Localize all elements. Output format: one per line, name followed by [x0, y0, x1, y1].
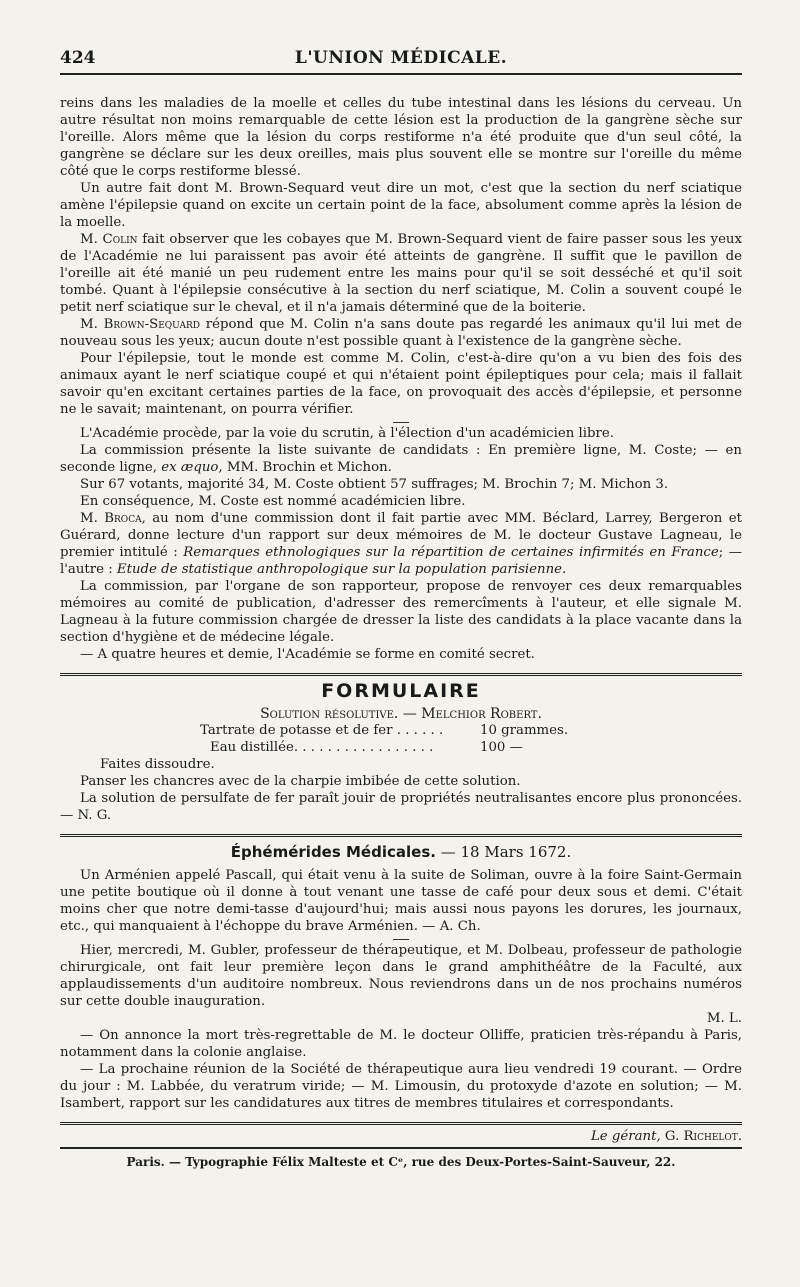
- paragraph: La commission, par l'organe de son rapporteur, propose de renvoyer ces deux remarquables mémoires au comité de publication, d'adresser des remercîments à l'auteur, et elle signale M. Lagneau à la future commission chargée de dresser la liste des candidats à la place vacante dans la section d'hygiène et de médecine légale.: [60, 579, 742, 645]
- news-section: [60, 942, 742, 1112]
- running-title: L'UNION MÉDICALE.: [294, 48, 508, 68]
- paragraph: La solution de persulfate de fer paraît jouir de propriétés neutralisantes encore plus prononcées. — N. G.: [60, 791, 742, 823]
- paragraph: La commission présente la liste suivante de candidats : En première ligne, M. Coste; — en seconde ligne, ex æquo, MM. Brochin et Michon.: [60, 443, 742, 475]
- separator-dash: [393, 422, 409, 423]
- paragraph: Un Arménien appelé Pascall, qui était venu à la suite de Soliman, ouvre à la foire Saint-Germain une petite boutique où il donne à tout venant une tasse de café pour deux sous et demi. C'était moins cher que notre demi-tasse d'aujourd'hui; mais aussi nous payons les dorures, les journaux, etc., qui manquaient à l'échoppe du brave Arménien. — A. Ch.: [60, 868, 742, 934]
- page-header: [60, 40, 742, 70]
- ingredient: Tartrate de potasse et de fer . . . . . .: [200, 723, 444, 738]
- academy-report-continued: [60, 95, 742, 418]
- paragraph: reins dans les maladies de la moelle et celles du tube intestinal dans les lésions du cerveau. Un autre résultat non moins remarquable de cette lésion est la production de la gangrène sèche sur l'oreille. Alors même que la lésion du corps restiforme n'a été produite que d'un seul côté, la gangrène se déclare sur les deux oreilles, mais plus souvent elle se montre sur l'oreille du même côté que le corps restiforme blessé.: [60, 96, 742, 179]
- header-rule: [60, 73, 742, 75]
- recipe-title: Solution résolutive. — Melchior Robert.: [260, 706, 542, 722]
- page-number: 424: [60, 48, 96, 68]
- ephemerides-section: [60, 843, 742, 935]
- section-rule: [60, 834, 742, 837]
- paragraph: Un autre fait dont M. Brown-Sequard veut dire un mot, c'est que la section du nerf sciatique amène l'épilepsie quand on excite un certain point de la face, absolument comme après la lésion de la moelle.: [60, 181, 742, 230]
- recipe: [60, 722, 742, 773]
- recipe-line: [60, 739, 742, 756]
- journal-page: [60, 40, 742, 1169]
- paragraph: M. Colin fait observer que les cobayes que M. Brown-Sequard vient de faire passer sous les yeux de l'Académie ne lui paraissent pas avoir été atteints de gangrène. Il suffit que le pavillon de l'oreille ait été manié un peu rudement entre les mains pour qu'il se soit desséché et qu'il soit tombé. Quant à l'épilepsie consécutive à la section du nerf sciatique, M. Colin a souvent coupé le petit nerf sciatique sur le cheval, et il n'a jamais déterminé que de la boiterie.: [60, 232, 742, 315]
- ingredient: Eau distillée. . . . . . . . . . . . . . . . .: [210, 740, 434, 755]
- paragraph: — La prochaine réunion de la Société de thérapeutique aura lieu vendredi 19 courant. — Ordre du jour : M. Labbée, du veratrum viride; — M. Limousin, du protoxyde d'azote en solution; — M. Isambert, rapport sur les candidatures aux titres de membres titulaires et correspondants.: [60, 1062, 742, 1111]
- signature: M. L.: [706, 1011, 742, 1026]
- speaker-name: M. Colin: [80, 232, 138, 247]
- formulaire-section: [60, 680, 742, 824]
- speaker-name: M. Broca: [80, 511, 142, 526]
- paragraph: Panser les chancres avec de la charpie imbibée de cette solution.: [80, 774, 521, 789]
- section-title: Éphémérides Médicales. — 18 Mars 1672.: [230, 843, 572, 861]
- paragraph: Hier, mercredi, M. Gubler, professeur de thérapeutique, et M. Dolbeau, professeur de pathologie chirurgicale, ont fait leur première leçon dans le grand amphithéâtre de la Faculté, aux applaudissements d'un auditoire nombreux. Nous reviendrons dans un de nos prochains numéros sur cette double inauguration.: [60, 943, 742, 1009]
- footer-rule: [60, 1147, 742, 1149]
- paragraph: M. Broca, au nom d'une commission dont il fait partie avec MM. Béclard, Larrey, Bergeron et Guérard, donne lecture d'un rapport sur deux mémoires de M. le docteur Gustave Lagneau, le premier intitulé : Remarques ethnologiques sur la répartition de certaines infirmités en France; — l'autre : Etude de statistique anthropologique sur la population parisienne.: [60, 511, 742, 577]
- footer-rule: [60, 1122, 742, 1125]
- section-title: FORMULAIRE: [321, 680, 481, 702]
- quantity: 100 —: [480, 740, 523, 755]
- section-rule: [60, 673, 742, 676]
- paragraph: Sur 67 votants, majorité 34, M. Coste obtient 57 suffrages; M. Brochin 7; M. Michon 3.: [80, 477, 669, 492]
- paragraph: — A quatre heures et demie, l'Académie se forme en comité secret.: [80, 647, 535, 662]
- instruction: Faites dissoudre.: [100, 757, 215, 772]
- paragraph: Pour l'épilepsie, tout le monde est comme M. Colin, c'est-à-dire qu'on a vu bien des fois des animaux ayant le nerf sciatique coupé et qui n'étaient point épileptiques pour cela; mais il fallait savoir qu'en excitant certaines parties de la face, on provoquait des accès d'épilepsie, et personne ne le savait; maintenant, on pourra vérifier.: [60, 351, 742, 417]
- quantity: 10 grammes.: [480, 723, 569, 738]
- paragraph: En conséquence, M. Coste est nommé académicien libre.: [80, 494, 466, 509]
- editor-signature: Le gérant, G. Richelot.: [590, 1129, 742, 1144]
- separator-dash: [393, 939, 409, 940]
- election-section: [60, 425, 742, 663]
- paragraph: L'Académie procède, par la voie du scrutin, à l'élection d'un académicien libre.: [80, 426, 615, 441]
- paragraph: M. Brown-Sequard répond que M. Colin n'a sans doute pas regardé les animaux qu'il lui met de nouveau sous les yeux; aucun doute n'est possible quant à l'existence de la gangrène sèche.: [60, 317, 742, 349]
- paragraph: — On annonce la mort très-regrettable de M. le docteur Olliffe, praticien très-répandu à Paris, notamment dans la colonie anglaise.: [60, 1028, 742, 1060]
- speaker-name: M. Brown-Sequard: [80, 317, 200, 332]
- recipe-line: [60, 722, 742, 739]
- printer-imprint: Paris. — Typographie Félix Malteste et Cᵉ, rue des Deux-Portes-Saint-Sauveur, 22.: [126, 1155, 676, 1169]
